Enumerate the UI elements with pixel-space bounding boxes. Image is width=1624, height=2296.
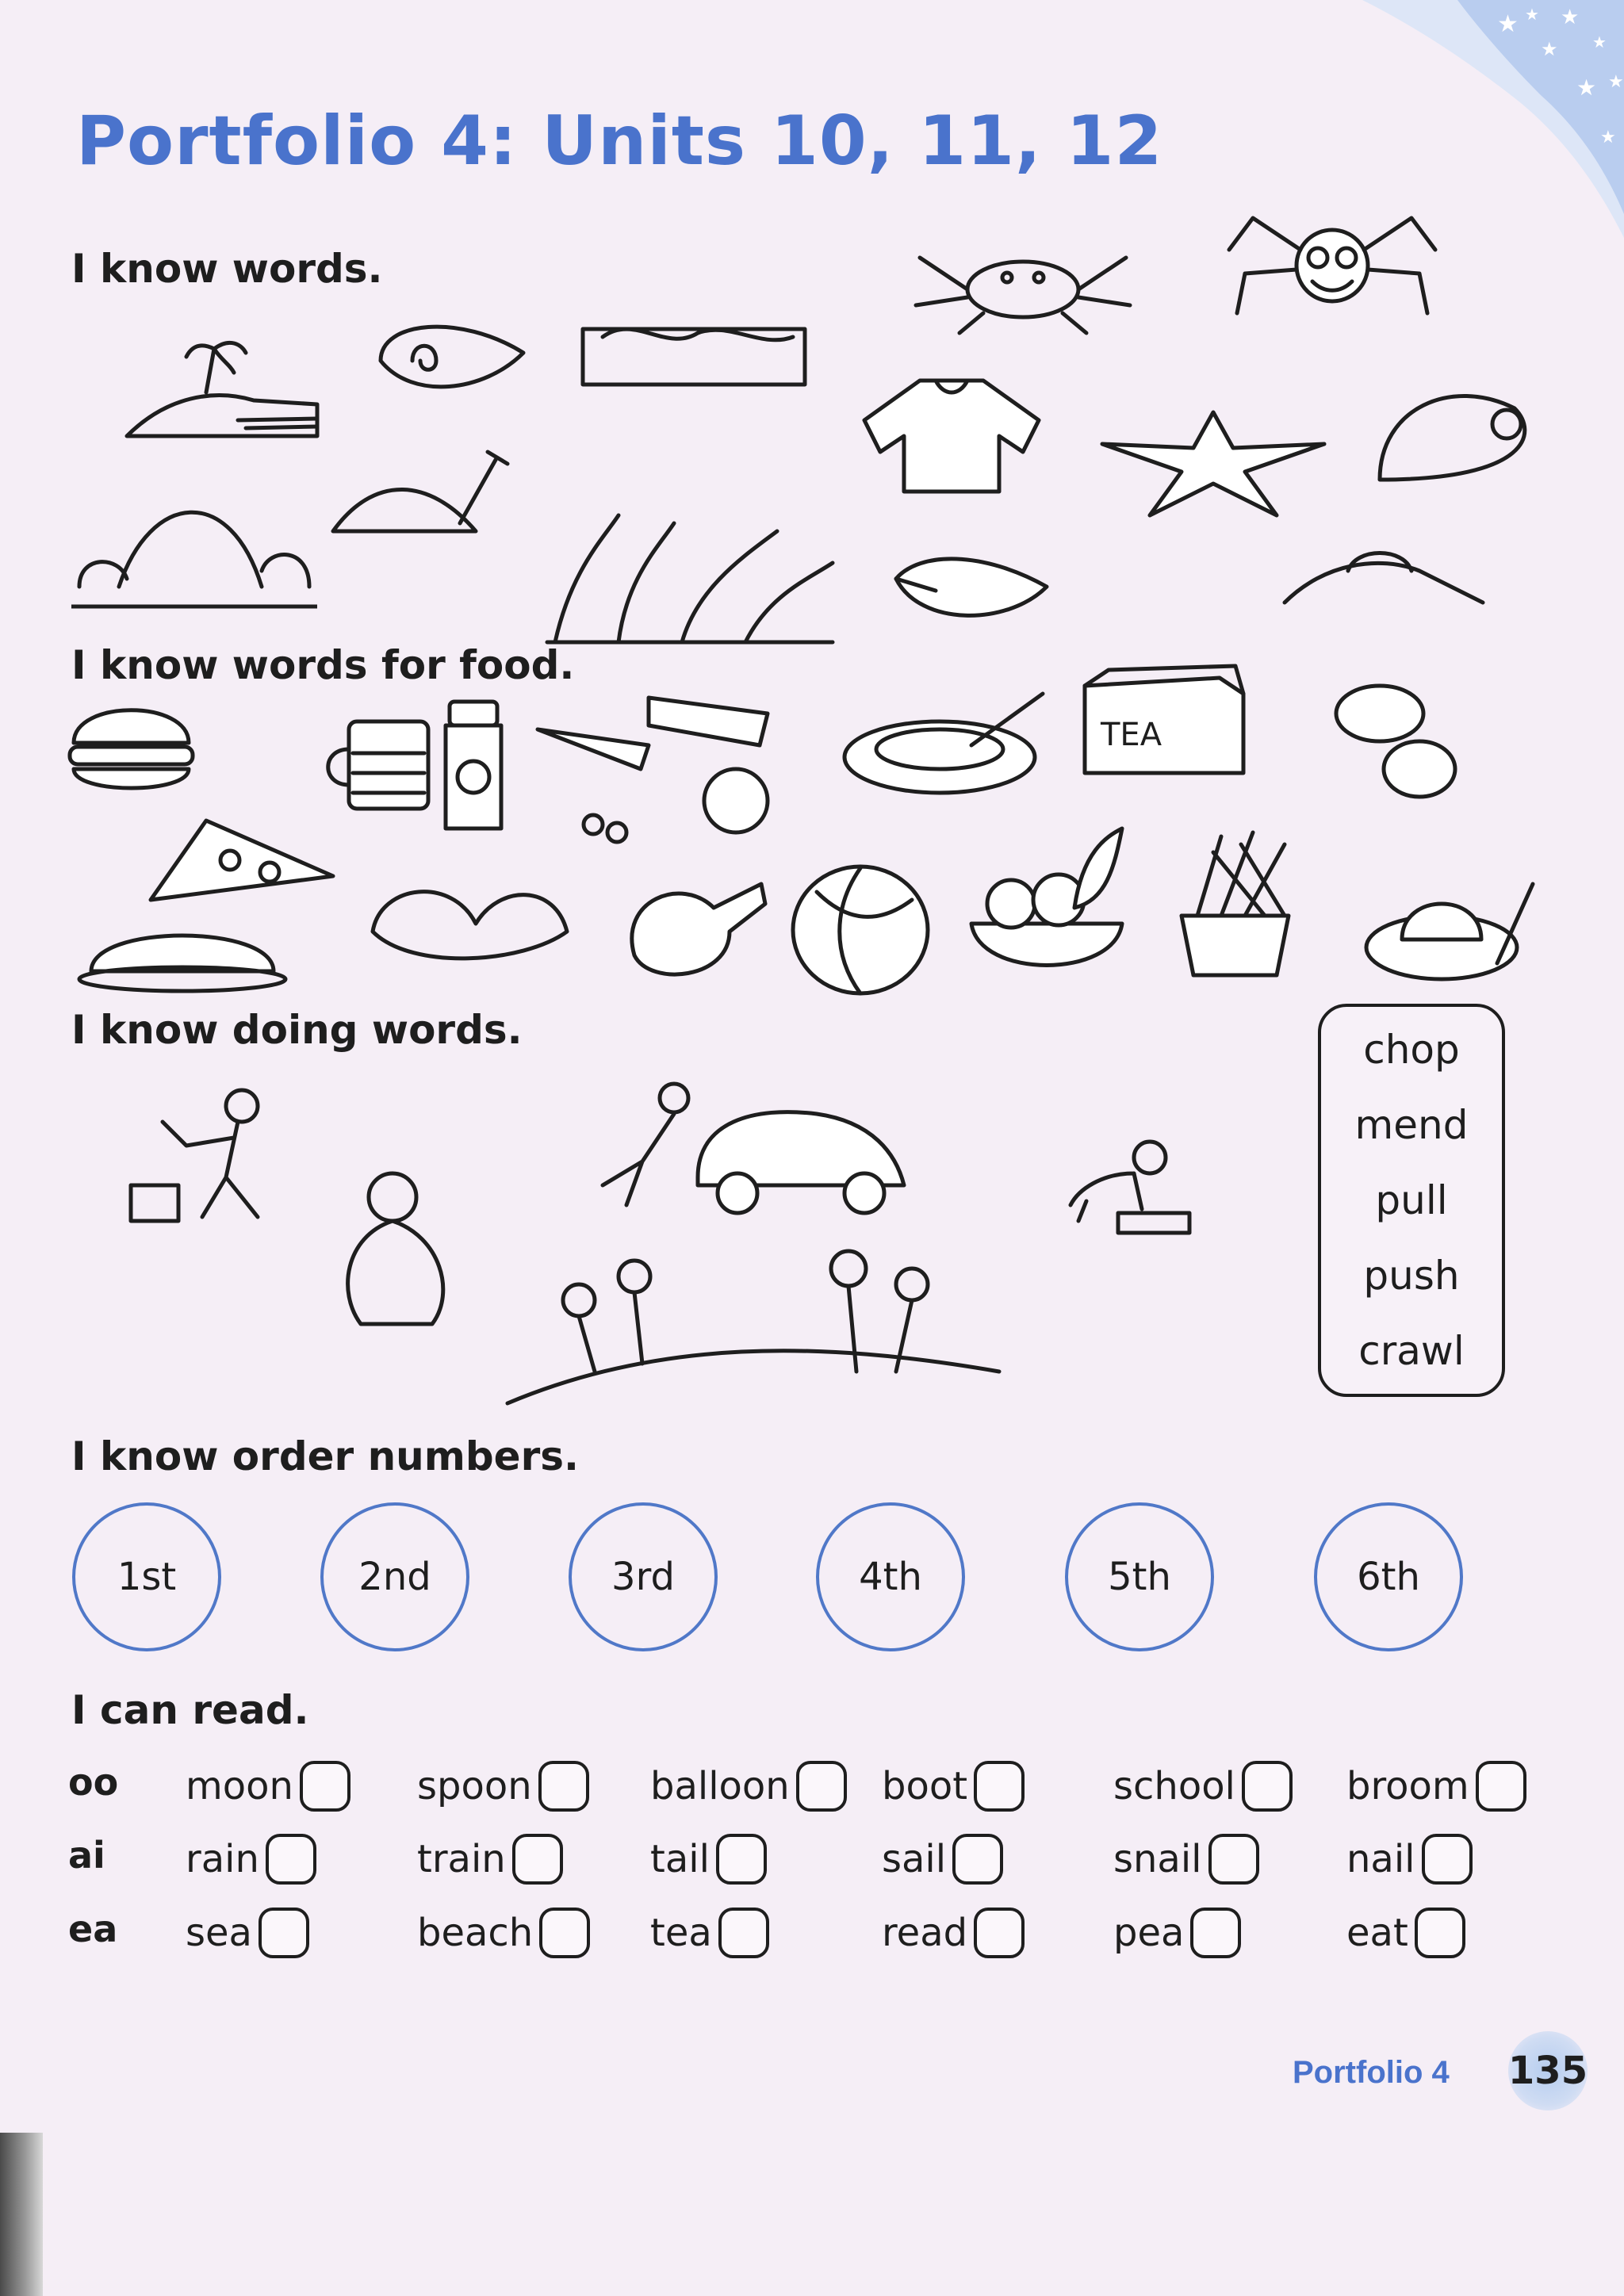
reading-word: sail — [882, 1837, 947, 1881]
jumper-illustration — [856, 373, 1047, 499]
section-heading-order: I know order numbers. — [71, 1433, 579, 1479]
starfish-illustration — [1086, 396, 1340, 523]
tea-box-illustration — [1077, 654, 1251, 781]
reading-row-ea — [68, 1903, 1559, 1966]
reading-word: moon — [186, 1764, 293, 1808]
tea-box-label: TEA — [1101, 717, 1162, 753]
svg-text:★: ★ — [1608, 72, 1624, 92]
svg-text:★: ★ — [1600, 128, 1616, 147]
reading-checkbox[interactable] — [974, 1761, 1025, 1812]
reading-word: beach — [417, 1911, 534, 1955]
section-heading-doing: I know doing words. — [71, 1007, 523, 1053]
page-binding-edge — [0, 2133, 43, 2296]
doing-words-box — [1318, 1004, 1505, 1397]
reading-label-ai: ai — [68, 1834, 105, 1877]
reading-checkbox[interactable] — [1242, 1761, 1293, 1812]
crab-claw-illustration — [888, 547, 1063, 634]
order-circle-5th: 5th — [1065, 1502, 1214, 1651]
reading-word: balloon — [650, 1764, 790, 1808]
reading-checkbox[interactable] — [539, 1908, 590, 1958]
reading-label-ea: ea — [68, 1908, 118, 1950]
order-circle-6th: 6th — [1314, 1502, 1463, 1651]
burger-illustration — [62, 691, 201, 802]
pulling-rope-illustration — [500, 1245, 1007, 1415]
reading-checkbox[interactable] — [1422, 1834, 1473, 1885]
reading-word: tail — [650, 1837, 710, 1881]
mending-clothes-illustration — [297, 1165, 488, 1348]
bread-roll-illustration — [75, 916, 289, 995]
sand-spade-illustration — [325, 444, 523, 539]
order-circle-3rd: 3rd — [569, 1502, 718, 1651]
pudding-plate-illustration — [1362, 852, 1541, 991]
rock-pool-illustration — [579, 305, 809, 392]
chips-illustration — [1166, 821, 1304, 979]
doing-word-mend: mend — [1354, 1101, 1469, 1148]
crawling-baby-illustration — [1055, 1134, 1197, 1245]
reading-checkbox[interactable] — [266, 1834, 316, 1885]
doing-word-crawl: crawl — [1358, 1328, 1465, 1375]
reading-checkbox[interactable] — [259, 1908, 309, 1958]
reading-row-ai — [68, 1829, 1559, 1892]
section-heading-words: I know words. — [71, 246, 383, 292]
cabbage-illustration — [785, 860, 936, 999]
reading-word: snail — [1113, 1837, 1202, 1881]
reading-checkbox[interactable] — [512, 1834, 563, 1885]
reading-checkbox[interactable] — [796, 1761, 847, 1812]
potatoes-illustration — [1324, 678, 1463, 805]
section-heading-food: I know words for food. — [71, 642, 575, 688]
order-circle-2nd: 2nd — [320, 1502, 469, 1651]
reading-word: pea — [1113, 1911, 1185, 1955]
svg-text:★: ★ — [1541, 38, 1558, 60]
reading-word: train — [417, 1837, 506, 1881]
chicken-leg-illustration — [619, 868, 773, 987]
reading-word: nail — [1346, 1837, 1415, 1881]
footer-portfolio-label: Portfolio 4 — [1293, 2055, 1450, 2090]
reading-word: school — [1113, 1764, 1235, 1808]
reading-checkbox[interactable] — [952, 1834, 1003, 1885]
vegetables-illustration — [530, 682, 791, 848]
svg-text:★: ★ — [1525, 5, 1539, 24]
reading-word: spoon — [417, 1764, 532, 1808]
reading-checkbox[interactable] — [1476, 1761, 1526, 1812]
reading-word: tea — [650, 1911, 712, 1955]
reading-checkbox[interactable] — [538, 1761, 589, 1812]
mug-illustration — [321, 706, 440, 813]
jungle-plants-illustration — [539, 507, 841, 650]
reading-row-oo — [68, 1756, 1559, 1820]
island-illustration — [119, 325, 325, 444]
reading-label-oo: oo — [68, 1761, 119, 1804]
doing-word-pull: pull — [1375, 1177, 1448, 1223]
svg-text:★: ★ — [1576, 75, 1597, 101]
soup-bowl-illustration — [837, 678, 1063, 817]
reading-word: sea — [186, 1911, 252, 1955]
reading-word: rain — [186, 1837, 259, 1881]
crab-illustration — [904, 234, 1142, 337]
salad-illustration — [365, 868, 575, 971]
reading-checkbox[interactable] — [1415, 1908, 1465, 1958]
order-circle-4th: 4th — [816, 1502, 965, 1651]
reading-checkbox[interactable] — [300, 1761, 350, 1812]
page-number-badge: 135 — [1508, 2031, 1588, 2110]
chopping-wood-illustration — [115, 1082, 309, 1233]
reading-word: boot — [882, 1764, 968, 1808]
reading-word: broom — [1346, 1764, 1469, 1808]
pebble-illustration — [1277, 539, 1491, 618]
svg-text:★: ★ — [1497, 10, 1519, 38]
page-title: Portfolio 4: Units 10, 11, 12 — [76, 101, 1163, 181]
jam-jar-illustration — [438, 694, 509, 836]
reading-checkbox[interactable] — [1208, 1834, 1259, 1885]
doing-word-chop: chop — [1363, 1026, 1460, 1073]
reading-checkbox[interactable] — [974, 1908, 1025, 1958]
reading-checkbox[interactable] — [718, 1908, 769, 1958]
pushing-car-illustration — [555, 1074, 912, 1221]
order-circle-1st: 1st — [72, 1502, 221, 1651]
doing-word-push: push — [1363, 1253, 1460, 1299]
reading-checkbox[interactable] — [716, 1834, 767, 1885]
pizza-slice-illustration — [143, 813, 341, 908]
reading-word: read — [882, 1911, 968, 1955]
reading-checkbox[interactable] — [1190, 1908, 1241, 1958]
fruit-bowl-illustration — [956, 821, 1138, 987]
svg-text:★: ★ — [1592, 33, 1607, 52]
shell-illustration — [365, 305, 531, 408]
reading-word: eat — [1346, 1911, 1408, 1955]
spider-illustration — [1221, 202, 1443, 329]
snail-shell-illustration — [1372, 361, 1538, 496]
hill-trees-illustration — [71, 476, 317, 618]
svg-text:★: ★ — [1561, 6, 1580, 29]
section-heading-read: I can read. — [71, 1687, 309, 1733]
